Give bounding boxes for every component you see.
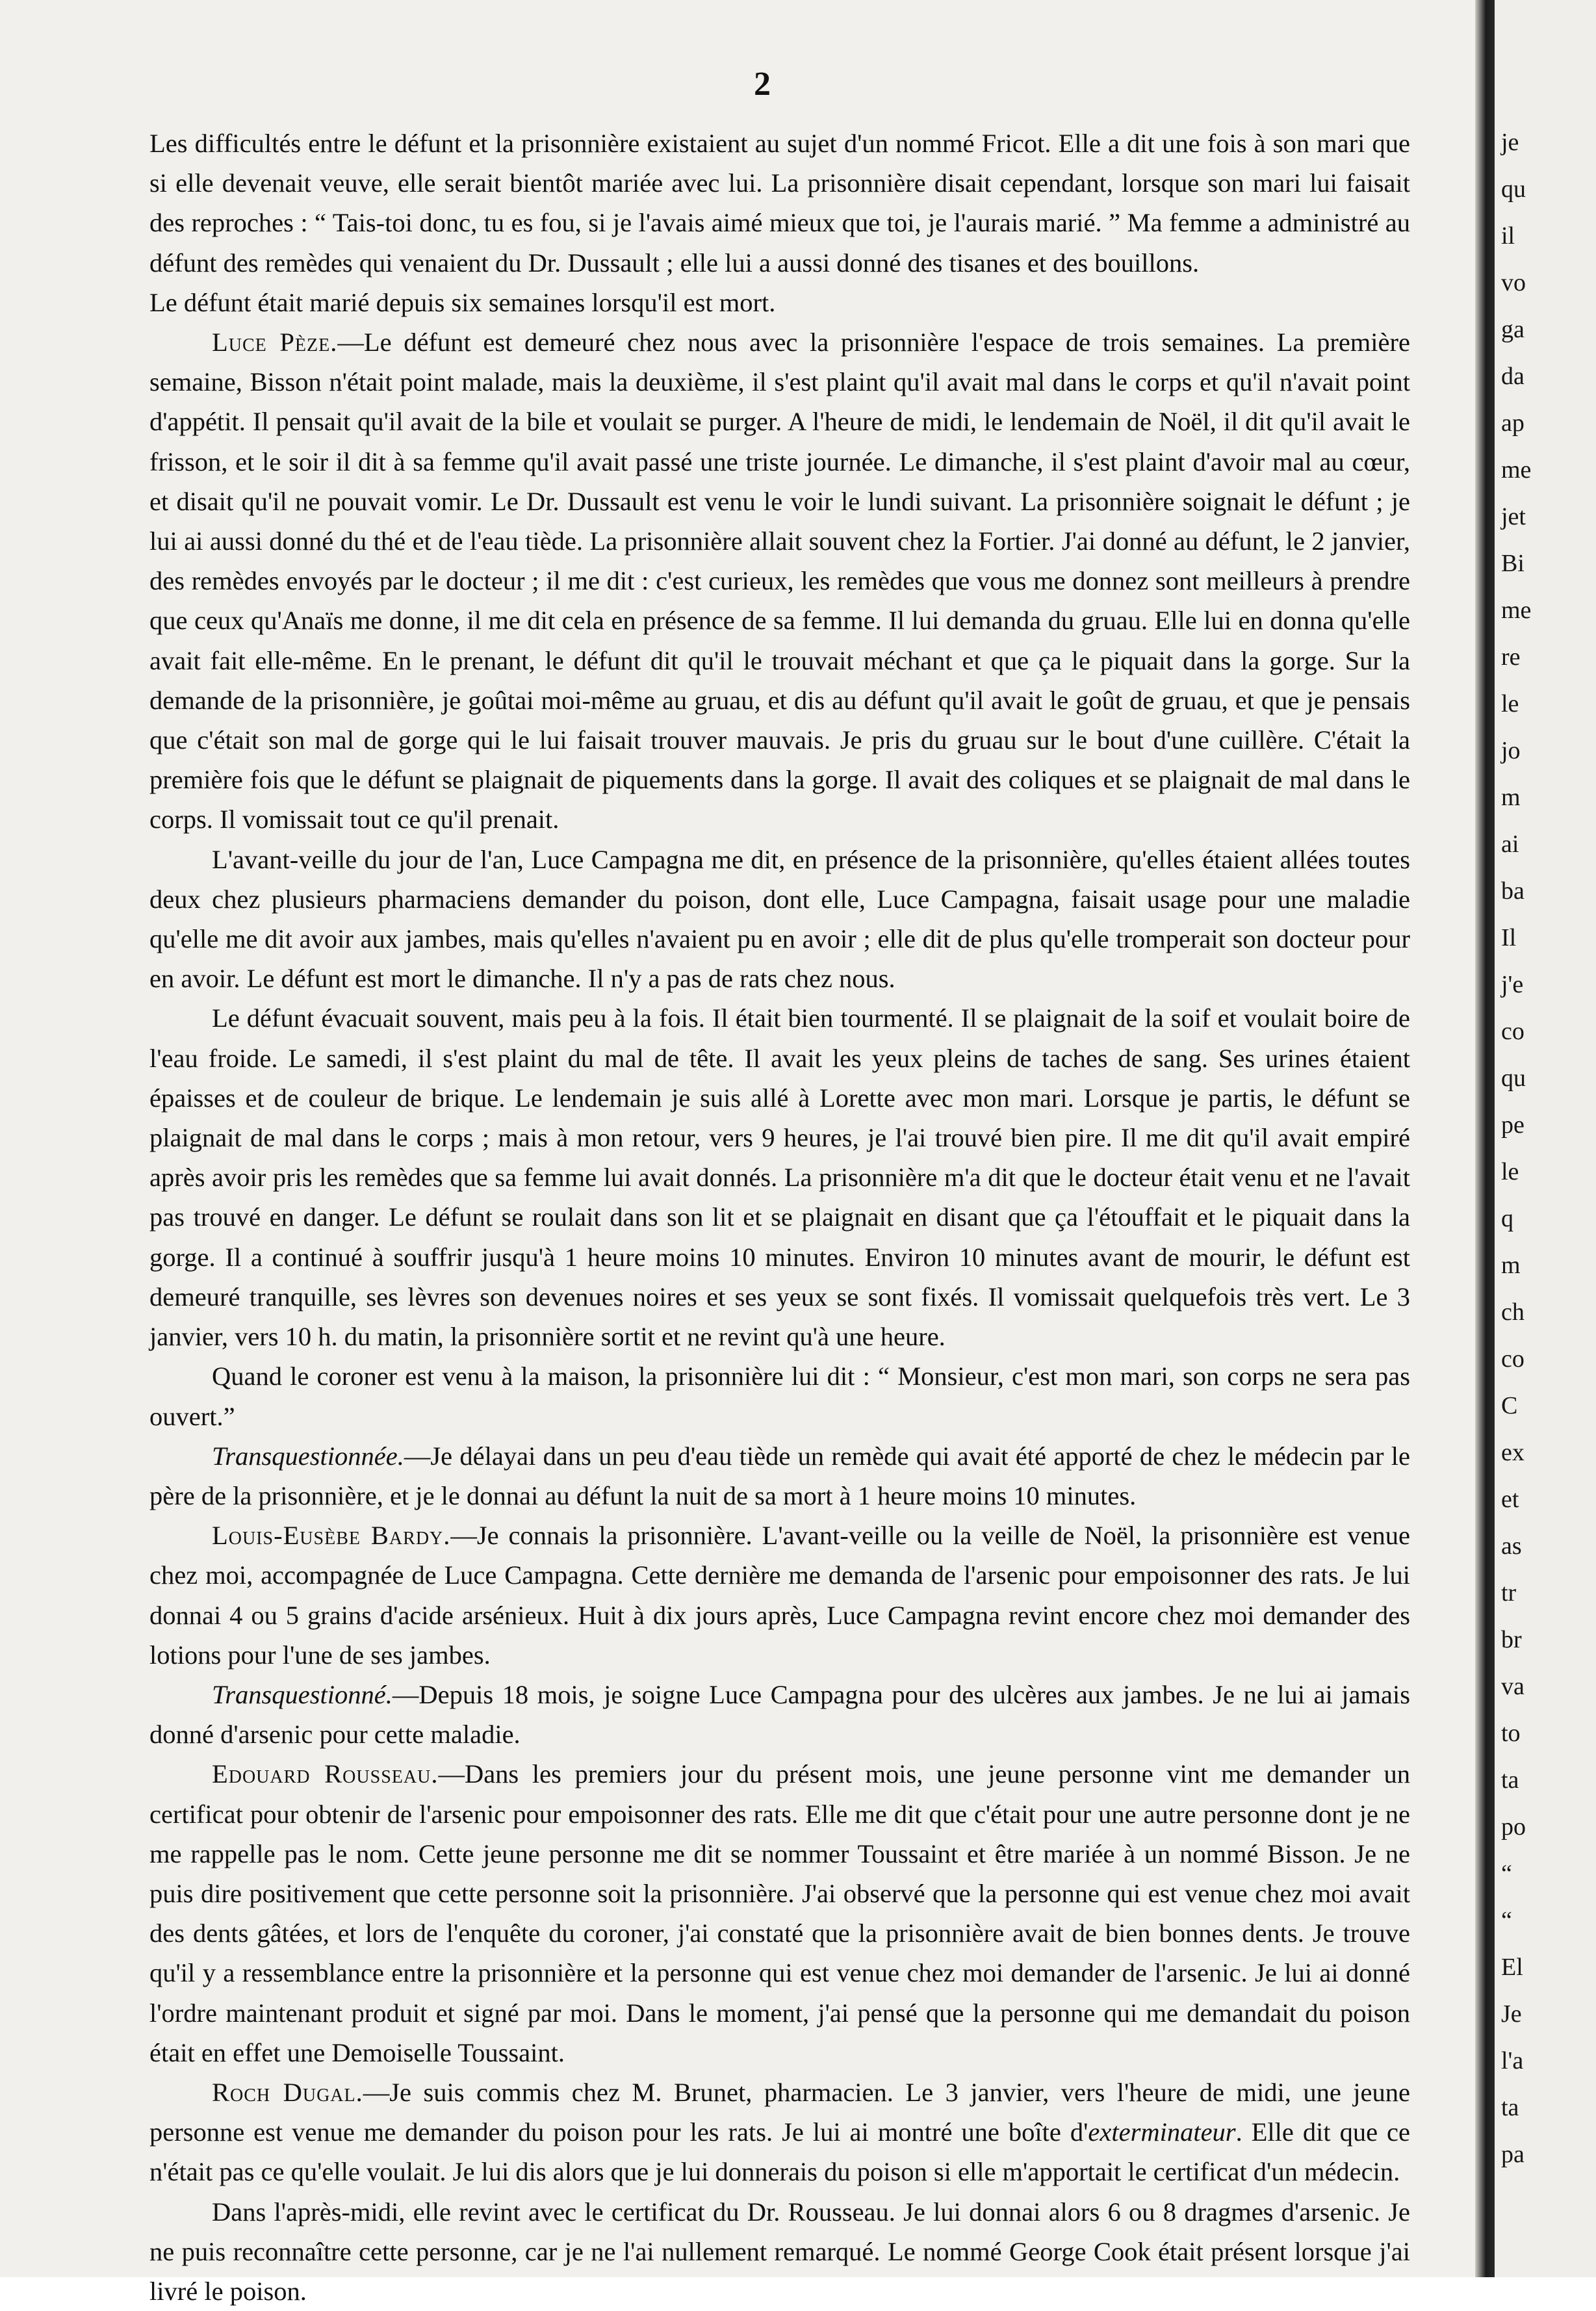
paragraph: Dans l'après-midi, elle revint avec le certificat du Dr. Rousseau. Je lui donnai alors 6 ou 8 dragmes d'arsenic. Je ne puis reconnaître cette personne, car je ne l'ai nullement remarqué. Le nommé George Cook était présent lorsque j'ai livré le poison. [149, 2197, 1410, 2306]
product-name: exterminateur [1088, 2117, 1236, 2147]
cross-examination-paragraph: Transquestionnée.—Je délayai dans un peu d'eau tiède un remède qui avait été apporté de chez le médecin par le père de la prisonnière, et je le donnai au défunt la nuit de sa mort à 1 heure moins 10 minutes. [149, 1441, 1410, 1510]
adjacent-page-fragment: Je [1501, 2000, 1522, 2028]
adjacent-page-fragment: j'e [1501, 971, 1524, 998]
page-number: 2 [754, 66, 771, 103]
witness-name: Edouard Rousseau. [212, 1759, 439, 1789]
adjacent-page-fragment: El [1501, 1954, 1523, 1981]
adjacent-page-fragment: et [1501, 1486, 1519, 1513]
witness-name: Luce Pèze. [212, 328, 338, 357]
adjacent-page-fragment: vo [1501, 269, 1526, 296]
adjacent-page-fragment: m [1501, 1252, 1521, 1279]
adjacent-page-fragment: tr [1501, 1579, 1517, 1607]
adjacent-page-fragment: pa [1501, 2141, 1525, 2168]
cross-examination-label: Transquestionnée. [212, 1441, 404, 1471]
testimony-paragraph: Louis-Eusèbe Bardy.—Je connais la prisonnière. L'avant-veille ou la veille de Noël, la prisonnière est venue chez moi, accompagnée de Luce Campagna. Cette dernière me demanda de l'arsenic pour empoisonner des rats. Je lui donnai 4 ou 5 grains d'acide arsénieux. Huit à dix jours après, Luce Campagna revint encore chez moi demander des lotions pour l'une de ses jambes. [149, 1521, 1410, 1670]
adjacent-page-fragment: ap [1501, 409, 1525, 437]
paragraph: Le défunt était marié depuis six semaines lorsqu'il est mort. [149, 287, 776, 317]
adjacent-page-fragment: “ [1501, 1907, 1512, 1934]
adjacent-page-fragment: jet [1501, 503, 1526, 530]
adjacent-page-fragment: ta [1501, 2094, 1519, 2121]
adjacent-page-fragment: il [1501, 222, 1515, 250]
adjacent-page-fragment: me [1501, 456, 1532, 484]
adjacent-page-fragment: va [1501, 1673, 1525, 1700]
paragraph: Les difficultés entre le défunt et la prisonnière existaient au sujet d'un nommé Fricot. Elle a dit une fois à son mari que si elle devenait veuve, elle serait bientôt mariée avec lui. La prisonnière disait cependant, lorsque son mari lui faisait des reproches : “ Tais-toi donc, tu es fou, si je l'avais aimé mieux que toi, je l'aurais marié. ” Ma femme a administré au défunt des remèdes qui venaient du Dr. Dussault ; elle lui a aussi donné des tisanes et des bouillons. [149, 129, 1410, 278]
adjacent-page-fragment: pe [1501, 1111, 1525, 1139]
adjacent-page-fragment: le [1501, 690, 1519, 717]
document-body [149, 123, 1410, 2311]
adjacent-page-fragment: je [1501, 129, 1519, 156]
paragraph: Quand le coroner est venu à la maison, la prisonnière lui dit : “ Monsieur, c'est mon mari, son corps ne sera pas ouvert.” [149, 1362, 1410, 1431]
adjacent-page-fragment: as [1501, 1532, 1522, 1560]
testimony-paragraph: Edouard Rousseau.—Dans les premiers jour du présent mois, une jeune personne vint me demander un certificat pour obtenir de l'arsenic pour empoisonner des rats. Elle me dit que c'était pour une autre personne dont je ne me rappelle pas le nom. Cette jeune personne me dit se nommer Toussaint et être mariée à un nommé Bisson. Je ne puis dire positivement que cette personne soit la prisonnière. J'ai observé que la personne qui est venue chez moi avait des dents gâtées, et lors de l'enquête du coroner, j'ai constaté que la prisonnière avait de bien bonnes dents. Je trouve qu'il y a ressemblance entre la prisonnière et la personne qui est venue chez moi demander de l'arsenic. Je lui ai donné l'ordre maintenant produit et signé par moi. Dans le moment, j'ai pensé que la personne qui me demandait du poison était en effet une Demoiselle Toussaint. [149, 1759, 1410, 2067]
adjacent-page-fragment: ba [1501, 877, 1525, 905]
page-gutter [1475, 0, 1495, 2277]
adjacent-page-fragment: “ [1501, 1860, 1512, 1887]
adjacent-page-fragment: qu [1501, 1065, 1526, 1092]
cross-examination-paragraph: Transquestionné.—Depuis 18 mois, je soigne Luce Campagna pour des ulcères aux jambes. Je ne lui ai jamais donné d'arsenic pour cette maladie. [149, 1679, 1410, 1749]
testimony-paragraph: Luce Pèze.—Le défunt est demeuré chez nous avec la prisonnière l'espace de trois semaines. La première semaine, Bisson n'était point malade, mais la deuxième, il s'est plaint qu'il avait mal dans le corps et qu'il n'avait point d'appétit. Il pensait qu'il avait de la bile et voulait se purger. A l'heure de midi, le lendemain de Noël, il dit qu'il avait le frisson, et le soir il dit à sa femme qu'il avait passé une triste journée. Le dimanche, il s'est plaint d'avoir mal au cœur, et disait qu'il ne pouvait vomir. Le Dr. Dussault est venu le voir le lundi suivant. La prisonnière soignait le défunt ; je lui ai aussi donné du thé et de l'eau tiède. La prisonnière allait souvent chez la Fortier. J'ai donné au défunt, le 2 janvier, des remèdes envoyés par le docteur ; il me dit : c'est curieux, les remèdes que vous me donnez sont meilleurs à prendre que ceux qu'Anaïs me donne, il me dit cela en présence de sa femme. Il lui demanda du gruau. Elle lui en donna qu'elle avait fait elle-même. En le prenant, le défunt dit qu'il le trouvait méchant et que ça le piquait dans la gorge. Sur la demande de la prisonnière, je goûtai moi-même au gruau, et dis au défunt qu'il avait le goût de gruau, et que je pensais que c'était son mal de gorge qui le lui faisait trouver mauvais. Je pris du gruau sur le bout d'une cuillère. C'était la première fois que le défunt se plaignait de piquements dans la gorge. Il avait des coliques et se plaignait de mal dans le corps. Il vomissait tout ce qu'il prenait. [149, 328, 1410, 834]
adjacent-page-fragment: br [1501, 1626, 1522, 1653]
adjacent-page-fragment: Bi [1501, 550, 1525, 577]
cross-examination-label: Transquestionné. [212, 1679, 393, 1709]
adjacent-page-fragment: qu [1501, 175, 1526, 203]
adjacent-page-fragment: le [1501, 1158, 1519, 1185]
adjacent-page-fragment: me [1501, 597, 1532, 624]
adjacent-page-fragment: Il [1501, 924, 1517, 951]
adjacent-page-fragment: po [1501, 1813, 1526, 1840]
witness-name: Roch Dugal. [212, 2077, 363, 2107]
adjacent-page-fragment: ga [1501, 316, 1525, 343]
adjacent-page-fragment: co [1501, 1345, 1525, 1373]
adjacent-page-fragment: ai [1501, 831, 1519, 858]
adjacent-page-fragment: co [1501, 1018, 1525, 1045]
adjacent-page-fragment: to [1501, 1720, 1521, 1747]
paragraph: Le défunt évacuait souvent, mais peu à la fois. Il était bien tourmenté. Il se plaignait de la soif et voulait boire de l'eau froide. Le samedi, il s'est plaint du mal de tête. Il avait les yeux pleins de taches de sang. Ses urines étaient épaisses et de couleur de brique. Le lendemain je suis allé à Lorette avec mon mari. Lorsque je partis, le défunt se plaignait de mal dans le corps ; mais à mon retour, vers 9 heures, je l'ai trouvé bien pire. Il me dit qu'il avait empiré après avoir pris les remèdes que sa femme lui avait donnés. La prisonnière m'a dit que le docteur était venu et ne l'avait pas trouvé en danger. Le défunt se roulait dans son lit et se plaignait en disant que ça l'étouffait et le piquait dans la gorge. Il a continué à souffrir jusqu'à 1 heure moins 10 minutes. Environ 10 minutes avant de mourir, le défunt est demeuré tranquille, ses lèvres son devenues noires et ses yeux se sont fixés. Il vomissait quelquefois très vert. Le 3 janvier, vers 10 h. du matin, la prisonnière sortit et ne revint qu'à une heure. [149, 1003, 1410, 1352]
adjacent-page-fragment: ch [1501, 1298, 1525, 1326]
adjacent-page-fragment: m [1501, 784, 1521, 811]
adjacent-page-fragment: re [1501, 643, 1521, 671]
testimony-paragraph: Roch Dugal.—Je suis commis chez M. Brunet, pharmacien. Le 3 janvier, vers l'heure de midi, une jeune personne est venue me demander du poison pour les rats. Je lui ai montré une boîte d'exterminateur. Elle dit que ce n'était pas ce qu'elle voulait. Je lui dis alors que je lui donnerais du poison si elle m'apportait le certificat d'un médecin. [149, 2077, 1410, 2187]
adjacent-page-fragment: C [1501, 1392, 1518, 1419]
paragraph: L'avant-veille du jour de l'an, Luce Campagna me dit, en présence de la prisonnière, qu'elles étaient allées toutes deux chez plusieurs pharmaciens demander du poison, dont elle, Luce Campagna, faisait usage pour une maladie qu'elle me dit avoir aux jambes, mais qu'elles n'avaient pu en avoir ; elle dit de plus qu'elle tromperait son docteur pour en avoir. Le défunt est mort le dimanche. Il n'y a pas de rats chez nous. [149, 844, 1410, 994]
adjacent-page-fragment: da [1501, 363, 1525, 390]
witness-name: Louis-Eusèbe Bardy. [212, 1521, 451, 1551]
adjacent-page-fragment: ta [1501, 1766, 1519, 1794]
adjacent-page-fragment: jo [1501, 737, 1521, 764]
adjacent-page-edge [1495, 0, 1596, 2277]
adjacent-page-fragment: ex [1501, 1439, 1525, 1466]
adjacent-page-fragment: q [1501, 1205, 1513, 1232]
adjacent-page-fragment: l'a [1501, 2047, 1524, 2074]
